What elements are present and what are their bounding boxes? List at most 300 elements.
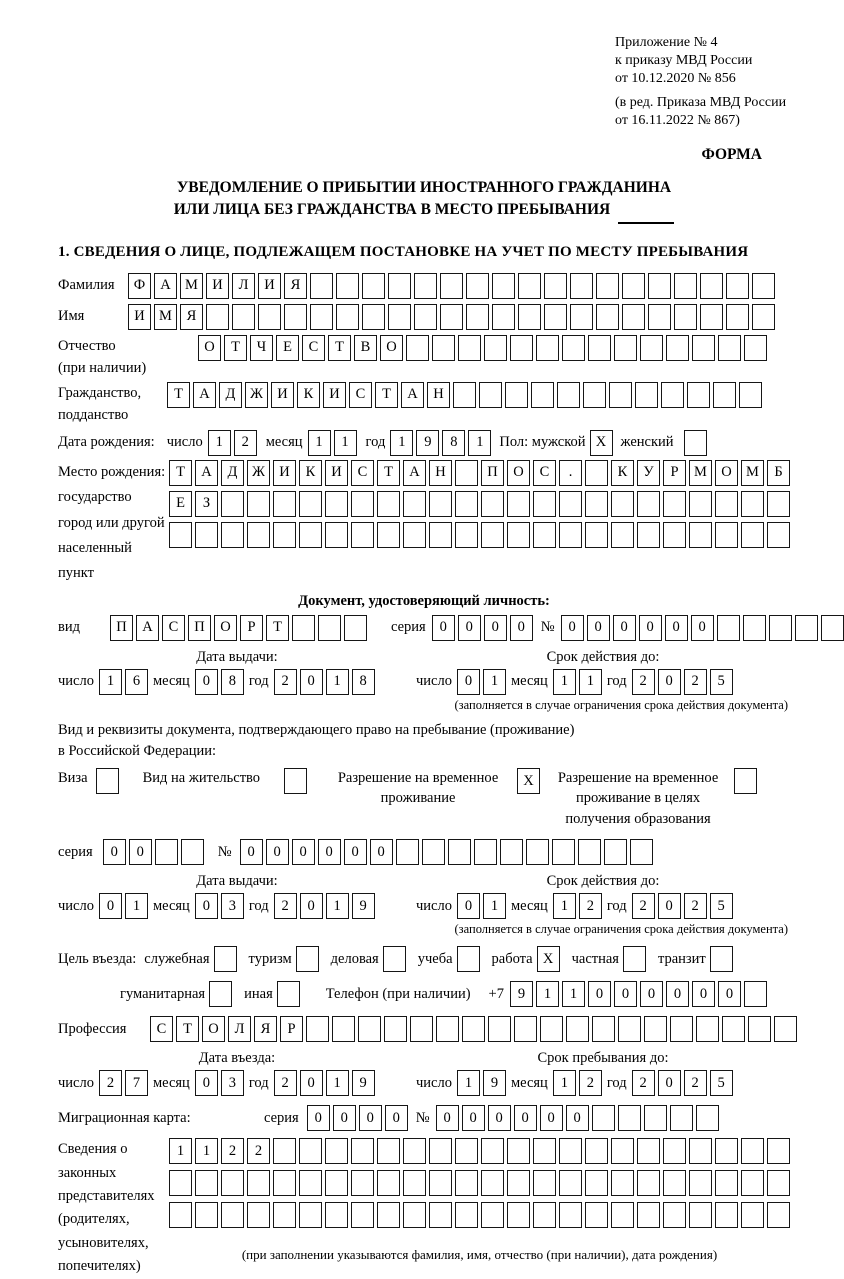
char-cell[interactable] (689, 491, 712, 517)
char-cell[interactable] (583, 382, 606, 408)
char-cell[interactable] (358, 1016, 381, 1042)
char-cell[interactable] (292, 615, 315, 641)
char-cell[interactable] (689, 1202, 712, 1228)
char-cell[interactable]: Н (429, 460, 452, 486)
visa-checkbox[interactable] (96, 768, 119, 794)
char-cell[interactable]: П (110, 615, 133, 641)
char-cell[interactable] (540, 1016, 563, 1042)
char-cell[interactable]: 0 (613, 615, 636, 641)
char-cell[interactable] (406, 335, 429, 361)
char-cell[interactable] (715, 1202, 738, 1228)
char-cell[interactable] (570, 273, 593, 299)
char-cell[interactable] (585, 491, 608, 517)
char-cell[interactable]: 0 (385, 1105, 408, 1131)
char-cell[interactable]: 2 (632, 893, 655, 919)
gender-male-checkbox[interactable]: X (590, 430, 613, 456)
char-cell[interactable] (403, 1170, 426, 1196)
char-cell[interactable] (578, 839, 601, 865)
char-cell[interactable] (500, 839, 523, 865)
char-cell[interactable]: 3 (221, 1070, 244, 1096)
char-cell[interactable] (388, 304, 411, 330)
char-cell[interactable]: 5 (710, 1070, 733, 1096)
char-cell[interactable]: А (403, 460, 426, 486)
char-cell[interactable]: О (507, 460, 530, 486)
char-cell[interactable]: О (214, 615, 237, 641)
char-cell[interactable] (570, 304, 593, 330)
char-cell[interactable] (351, 1170, 374, 1196)
char-cell[interactable]: Ч (250, 335, 273, 361)
char-cell[interactable] (585, 522, 608, 548)
char-cell[interactable]: Т (169, 460, 192, 486)
char-cell[interactable] (518, 304, 541, 330)
char-cell[interactable] (436, 1016, 459, 1042)
char-cell[interactable]: 0 (658, 669, 681, 695)
char-cell[interactable] (674, 273, 697, 299)
char-cell[interactable] (614, 335, 637, 361)
char-cell[interactable]: Т (176, 1016, 199, 1042)
purpose-business-checkbox[interactable] (383, 946, 406, 972)
char-cell[interactable] (325, 1138, 348, 1164)
char-cell[interactable]: 0 (266, 839, 289, 865)
char-cell[interactable] (752, 273, 775, 299)
char-cell[interactable]: 1 (169, 1138, 192, 1164)
char-cell[interactable]: 1 (553, 1070, 576, 1096)
char-cell[interactable] (169, 1202, 192, 1228)
char-cell[interactable] (455, 460, 478, 486)
char-cell[interactable] (696, 1105, 719, 1131)
char-cell[interactable] (414, 273, 437, 299)
char-cell[interactable]: 1 (326, 1070, 349, 1096)
char-cell[interactable] (195, 522, 218, 548)
char-cell[interactable] (273, 491, 296, 517)
char-cell[interactable] (273, 522, 296, 548)
char-cell[interactable]: А (154, 273, 177, 299)
char-cell[interactable]: 1 (553, 893, 576, 919)
char-cell[interactable]: 2 (274, 893, 297, 919)
char-cell[interactable]: 7 (125, 1070, 148, 1096)
char-cell[interactable]: 0 (566, 1105, 589, 1131)
char-cell[interactable]: С (533, 460, 556, 486)
char-cell[interactable]: 1 (536, 981, 559, 1007)
char-cell[interactable]: 0 (457, 893, 480, 919)
char-cell[interactable]: 0 (665, 615, 688, 641)
char-cell[interactable]: 2 (632, 669, 655, 695)
char-cell[interactable] (622, 273, 645, 299)
char-cell[interactable] (429, 1170, 452, 1196)
char-cell[interactable]: Т (375, 382, 398, 408)
char-cell[interactable]: С (150, 1016, 173, 1042)
char-cell[interactable]: О (715, 460, 738, 486)
char-cell[interactable] (325, 1202, 348, 1228)
char-cell[interactable]: 0 (658, 893, 681, 919)
char-cell[interactable] (715, 1170, 738, 1196)
char-cell[interactable] (284, 304, 307, 330)
char-cell[interactable] (318, 615, 341, 641)
char-cell[interactable]: 0 (488, 1105, 511, 1131)
char-cell[interactable] (481, 1170, 504, 1196)
char-cell[interactable] (769, 615, 792, 641)
char-cell[interactable] (611, 491, 634, 517)
char-cell[interactable] (689, 1138, 712, 1164)
char-cell[interactable] (458, 335, 481, 361)
char-cell[interactable] (505, 382, 528, 408)
char-cell[interactable] (429, 491, 452, 517)
char-cell[interactable]: 0 (129, 839, 152, 865)
char-cell[interactable]: Е (169, 491, 192, 517)
char-cell[interactable]: Б (767, 460, 790, 486)
char-cell[interactable] (336, 273, 359, 299)
char-cell[interactable] (635, 382, 658, 408)
char-cell[interactable] (344, 615, 367, 641)
char-cell[interactable] (384, 1016, 407, 1042)
char-cell[interactable] (455, 1170, 478, 1196)
char-cell[interactable] (351, 522, 374, 548)
char-cell[interactable]: 0 (510, 615, 533, 641)
char-cell[interactable]: 0 (639, 615, 662, 641)
char-cell[interactable] (169, 1170, 192, 1196)
char-cell[interactable] (588, 335, 611, 361)
char-cell[interactable]: 0 (318, 839, 341, 865)
char-cell[interactable]: Р (240, 615, 263, 641)
char-cell[interactable]: 1 (483, 669, 506, 695)
char-cell[interactable]: 0 (436, 1105, 459, 1131)
char-cell[interactable]: 0 (99, 893, 122, 919)
char-cell[interactable]: 2 (632, 1070, 655, 1096)
char-cell[interactable]: И (323, 382, 346, 408)
char-cell[interactable]: 0 (307, 1105, 330, 1131)
char-cell[interactable] (310, 273, 333, 299)
char-cell[interactable]: И (271, 382, 294, 408)
char-cell[interactable] (232, 304, 255, 330)
char-cell[interactable]: Я (180, 304, 203, 330)
char-cell[interactable]: Т (377, 460, 400, 486)
char-cell[interactable]: 1 (579, 669, 602, 695)
char-cell[interactable]: Ж (245, 382, 268, 408)
char-cell[interactable] (332, 1016, 355, 1042)
char-cell[interactable] (273, 1170, 296, 1196)
char-cell[interactable] (604, 839, 627, 865)
char-cell[interactable] (169, 522, 192, 548)
char-cell[interactable] (377, 491, 400, 517)
char-cell[interactable] (299, 1202, 322, 1228)
char-cell[interactable] (306, 1016, 329, 1042)
char-cell[interactable] (453, 382, 476, 408)
char-cell[interactable] (474, 839, 497, 865)
char-cell[interactable] (689, 1170, 712, 1196)
purpose-study-checkbox[interactable] (457, 946, 480, 972)
char-cell[interactable]: 8 (442, 430, 465, 456)
char-cell[interactable] (715, 1138, 738, 1164)
char-cell[interactable] (403, 522, 426, 548)
char-cell[interactable]: Р (280, 1016, 303, 1042)
char-cell[interactable] (640, 335, 663, 361)
char-cell[interactable] (526, 839, 549, 865)
char-cell[interactable]: З (195, 491, 218, 517)
char-cell[interactable]: 0 (359, 1105, 382, 1131)
char-cell[interactable] (611, 522, 634, 548)
char-cell[interactable] (700, 304, 723, 330)
char-cell[interactable] (258, 304, 281, 330)
char-cell[interactable] (462, 1016, 485, 1042)
char-cell[interactable]: 0 (300, 669, 323, 695)
char-cell[interactable]: И (206, 273, 229, 299)
char-cell[interactable] (440, 304, 463, 330)
char-cell[interactable]: М (154, 304, 177, 330)
char-cell[interactable]: К (611, 460, 634, 486)
char-cell[interactable]: 0 (103, 839, 126, 865)
char-cell[interactable] (741, 1202, 764, 1228)
purpose-work-checkbox[interactable]: X (537, 946, 560, 972)
char-cell[interactable]: 0 (344, 839, 367, 865)
char-cell[interactable] (670, 1105, 693, 1131)
char-cell[interactable]: 2 (274, 669, 297, 695)
char-cell[interactable] (644, 1105, 667, 1131)
char-cell[interactable] (559, 1202, 582, 1228)
char-cell[interactable]: Е (276, 335, 299, 361)
char-cell[interactable] (692, 335, 715, 361)
char-cell[interactable]: В (354, 335, 377, 361)
char-cell[interactable] (410, 1016, 433, 1042)
char-cell[interactable]: 0 (614, 981, 637, 1007)
char-cell[interactable]: Я (284, 273, 307, 299)
char-cell[interactable] (637, 1170, 660, 1196)
char-cell[interactable]: . (559, 460, 582, 486)
char-cell[interactable] (663, 1138, 686, 1164)
char-cell[interactable] (466, 304, 489, 330)
char-cell[interactable] (507, 1170, 530, 1196)
char-cell[interactable] (377, 522, 400, 548)
purpose-official-checkbox[interactable] (214, 946, 237, 972)
char-cell[interactable] (715, 522, 738, 548)
char-cell[interactable]: 2 (274, 1070, 297, 1096)
char-cell[interactable] (388, 273, 411, 299)
char-cell[interactable] (507, 1202, 530, 1228)
char-cell[interactable]: 9 (416, 430, 439, 456)
char-cell[interactable]: 2 (221, 1138, 244, 1164)
char-cell[interactable] (466, 273, 489, 299)
char-cell[interactable] (414, 304, 437, 330)
char-cell[interactable]: 0 (658, 1070, 681, 1096)
char-cell[interactable] (609, 382, 632, 408)
char-cell[interactable]: 1 (334, 430, 357, 456)
char-cell[interactable]: 1 (553, 669, 576, 695)
char-cell[interactable]: 0 (292, 839, 315, 865)
char-cell[interactable]: 5 (710, 893, 733, 919)
char-cell[interactable]: О (202, 1016, 225, 1042)
char-cell[interactable] (510, 335, 533, 361)
char-cell[interactable] (362, 304, 385, 330)
char-cell[interactable] (481, 491, 504, 517)
char-cell[interactable] (585, 1138, 608, 1164)
char-cell[interactable] (325, 491, 348, 517)
char-cell[interactable] (744, 335, 767, 361)
char-cell[interactable]: 0 (587, 615, 610, 641)
char-cell[interactable] (557, 382, 580, 408)
char-cell[interactable]: 0 (370, 839, 393, 865)
char-cell[interactable] (362, 273, 385, 299)
char-cell[interactable]: 2 (684, 1070, 707, 1096)
char-cell[interactable] (533, 1202, 556, 1228)
char-cell[interactable] (377, 1170, 400, 1196)
char-cell[interactable] (748, 1016, 771, 1042)
char-cell[interactable]: Т (167, 382, 190, 408)
char-cell[interactable]: К (297, 382, 320, 408)
char-cell[interactable] (774, 1016, 797, 1042)
char-cell[interactable] (299, 1170, 322, 1196)
char-cell[interactable] (744, 981, 767, 1007)
char-cell[interactable]: О (380, 335, 403, 361)
char-cell[interactable]: Ж (247, 460, 270, 486)
char-cell[interactable]: Я (254, 1016, 277, 1042)
char-cell[interactable] (336, 304, 359, 330)
char-cell[interactable]: 6 (125, 669, 148, 695)
char-cell[interactable]: 2 (234, 430, 257, 456)
char-cell[interactable] (533, 1170, 556, 1196)
char-cell[interactable] (351, 1202, 374, 1228)
char-cell[interactable] (648, 273, 671, 299)
char-cell[interactable]: 3 (221, 893, 244, 919)
char-cell[interactable]: 0 (692, 981, 715, 1007)
char-cell[interactable]: О (198, 335, 221, 361)
char-cell[interactable] (221, 522, 244, 548)
char-cell[interactable] (221, 491, 244, 517)
char-cell[interactable] (741, 522, 764, 548)
char-cell[interactable] (670, 1016, 693, 1042)
char-cell[interactable]: 1 (326, 893, 349, 919)
char-cell[interactable] (663, 491, 686, 517)
char-cell[interactable] (455, 522, 478, 548)
char-cell[interactable]: 0 (718, 981, 741, 1007)
char-cell[interactable]: 0 (458, 615, 481, 641)
char-cell[interactable] (455, 491, 478, 517)
char-cell[interactable] (514, 1016, 537, 1042)
char-cell[interactable] (492, 273, 515, 299)
char-cell[interactable] (221, 1170, 244, 1196)
char-cell[interactable]: 0 (588, 981, 611, 1007)
purpose-private-checkbox[interactable] (623, 946, 646, 972)
char-cell[interactable] (637, 1202, 660, 1228)
char-cell[interactable]: 2 (684, 893, 707, 919)
char-cell[interactable] (195, 1170, 218, 1196)
char-cell[interactable] (455, 1138, 478, 1164)
char-cell[interactable]: Т (328, 335, 351, 361)
char-cell[interactable] (559, 491, 582, 517)
char-cell[interactable]: 2 (99, 1070, 122, 1096)
char-cell[interactable]: 9 (352, 1070, 375, 1096)
char-cell[interactable] (403, 1202, 426, 1228)
char-cell[interactable]: Д (219, 382, 242, 408)
char-cell[interactable] (767, 1138, 790, 1164)
char-cell[interactable] (592, 1105, 615, 1131)
char-cell[interactable] (630, 839, 653, 865)
char-cell[interactable]: П (188, 615, 211, 641)
char-cell[interactable] (247, 1202, 270, 1228)
char-cell[interactable]: 0 (432, 615, 455, 641)
char-cell[interactable]: А (136, 615, 159, 641)
char-cell[interactable] (674, 304, 697, 330)
char-cell[interactable] (821, 615, 844, 641)
char-cell[interactable]: Р (663, 460, 686, 486)
char-cell[interactable] (618, 1105, 641, 1131)
char-cell[interactable]: 0 (195, 669, 218, 695)
char-cell[interactable]: И (258, 273, 281, 299)
char-cell[interactable] (429, 1138, 452, 1164)
char-cell[interactable] (663, 522, 686, 548)
char-cell[interactable]: 0 (561, 615, 584, 641)
char-cell[interactable] (351, 491, 374, 517)
char-cell[interactable]: Л (232, 273, 255, 299)
char-cell[interactable] (596, 304, 619, 330)
char-cell[interactable] (455, 1202, 478, 1228)
char-cell[interactable] (722, 1016, 745, 1042)
char-cell[interactable] (661, 382, 684, 408)
char-cell[interactable] (767, 1202, 790, 1228)
char-cell[interactable] (585, 1202, 608, 1228)
char-cell[interactable] (611, 1202, 634, 1228)
char-cell[interactable] (743, 615, 766, 641)
char-cell[interactable]: С (351, 460, 374, 486)
char-cell[interactable] (325, 1170, 348, 1196)
char-cell[interactable]: И (273, 460, 296, 486)
char-cell[interactable] (432, 335, 455, 361)
char-cell[interactable] (507, 491, 530, 517)
char-cell[interactable]: 1 (483, 893, 506, 919)
char-cell[interactable] (767, 1170, 790, 1196)
char-cell[interactable]: Т (266, 615, 289, 641)
char-cell[interactable]: 0 (484, 615, 507, 641)
char-cell[interactable]: 0 (240, 839, 263, 865)
char-cell[interactable] (422, 839, 445, 865)
char-cell[interactable]: М (689, 460, 712, 486)
temp-residence-checkbox[interactable]: X (517, 768, 540, 794)
char-cell[interactable] (637, 1138, 660, 1164)
char-cell[interactable]: Ф (128, 273, 151, 299)
char-cell[interactable] (739, 382, 762, 408)
char-cell[interactable]: 1 (326, 669, 349, 695)
char-cell[interactable] (448, 839, 471, 865)
char-cell[interactable] (403, 491, 426, 517)
char-cell[interactable]: 9 (483, 1070, 506, 1096)
char-cell[interactable] (637, 522, 660, 548)
char-cell[interactable] (484, 335, 507, 361)
char-cell[interactable] (195, 1202, 218, 1228)
char-cell[interactable] (299, 1138, 322, 1164)
char-cell[interactable]: 8 (221, 669, 244, 695)
char-cell[interactable] (713, 382, 736, 408)
char-cell[interactable] (585, 460, 608, 486)
char-cell[interactable] (273, 1138, 296, 1164)
char-cell[interactable]: 1 (390, 430, 413, 456)
char-cell[interactable]: М (741, 460, 764, 486)
char-cell[interactable]: 1 (99, 669, 122, 695)
char-cell[interactable] (552, 839, 575, 865)
char-cell[interactable]: 1 (208, 430, 231, 456)
char-cell[interactable] (596, 273, 619, 299)
char-cell[interactable] (726, 304, 749, 330)
char-cell[interactable]: 2 (579, 893, 602, 919)
char-cell[interactable]: Д (221, 460, 244, 486)
char-cell[interactable] (310, 304, 333, 330)
char-cell[interactable]: А (401, 382, 424, 408)
char-cell[interactable] (492, 304, 515, 330)
char-cell[interactable]: П (481, 460, 504, 486)
char-cell[interactable]: А (195, 460, 218, 486)
char-cell[interactable] (687, 382, 710, 408)
char-cell[interactable]: 2 (579, 1070, 602, 1096)
char-cell[interactable]: К (299, 460, 322, 486)
char-cell[interactable] (585, 1170, 608, 1196)
char-cell[interactable]: А (193, 382, 216, 408)
